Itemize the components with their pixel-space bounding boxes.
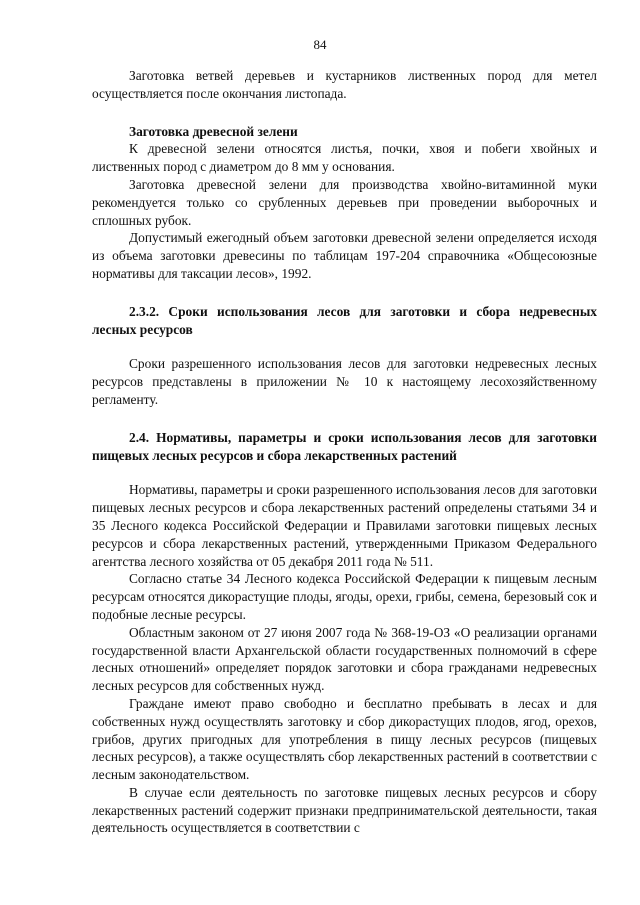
section-2-4-paragraph: В случае если деятельность по заготовке пищевых лесных ресурсов и сбору лекарственных растений содержит признаки предпринимательской деятельности, такая деятельность осуществляется в соответствии с <box>92 784 597 836</box>
section-2-4-paragraph: Нормативы, параметры и сроки разрешенного использования лесов для заготовки пищевых лесных ресурсов и сбора лекарственных растений определены статьями 34 и 35 Лесного кодекса Российской Федерации и Правилами заготовки пищевых лесных ресурсов и сбора лекарственных растений, утвержденными Приказом Федерального агентства лесного хозяйства от 05 декабря 2011 года № 511. <box>92 482 597 569</box>
spacer <box>92 103 597 123</box>
page-content <box>92 67 597 837</box>
green-wood-paragraph: К древесной зелени относятся листья, почки, хвоя и побеги хвойных и лиственных пород с диаметром до 8 мм у основания. <box>92 141 597 175</box>
green-wood-paragraph: Допустимый ежегодный объем заготовки древесной зелени определяется исходя из объема заготовки древесины по таблицам 197-204 справочника «Общесоюзные нормативы для таксации лесов», 1992. <box>92 230 597 281</box>
section-2-3-2-heading: 2.3.2. Сроки использования лесов для заготовки и сбора недревесных лесных ресурсов <box>92 303 597 337</box>
green-wood-paragraph: Заготовка древесной зелени для производства хвойно-витаминной муки рекомендуется только со срубленных деревьев при проведении выборочных и сплошных рубок. <box>92 176 597 228</box>
section-2-4-paragraph: Областным законом от 27 июня 2007 года № 368-19-ОЗ «О реализации органами государственной власти Архангельской области государственных полномочий в сфере лесных отношений» определяет порядок заготовки и сбора гражданами недревесных лесных ресурсов для собственных нужд. <box>92 624 597 694</box>
intro-paragraph: Заготовка ветвей деревьев и кустарников лиственных пород для метел осуществляется после окончания листопада. <box>92 68 597 101</box>
spacer <box>92 283 597 303</box>
spacer <box>92 464 597 481</box>
spacer <box>92 338 597 355</box>
section-2-3-2-paragraph: Сроки разрешенного использования лесов для заготовки недревесных лесных ресурсов представлены в приложении № 10 к настоящему лесохозяйственному регламенту. <box>92 356 597 407</box>
section-2-4-paragraph: Согласно статье 34 Лесного кодекса Российской Федерации к пищевым лесным ресурсам относятся дикорастущие плоды, ягоды, орехи, грибы, семена, березовый сок и подобные лесные ресурсы. <box>92 571 597 622</box>
spacer <box>92 409 597 429</box>
section-2-4-heading: 2.4. Нормативы, параметры и сроки использования лесов для заготовки пищевых лесных ресурсов и сбора лекарственных растений <box>92 429 597 463</box>
green-wood-heading: Заготовка древесной зелени <box>129 123 298 139</box>
section-2-4-paragraph: Граждане имеют право свободно и бесплатно пребывать в лесах и для собственных нужд осуществлять заготовку и сбор дикорастущих плодов, ягод, орехов, грибов, других пригодных для употребления в пищу лесных ресурсов (пищевых лесных ресурсов), а также осуществлять сбор лекарственных растений в соответствии с лесным законодательством. <box>92 695 597 783</box>
page-number: 84 <box>313 37 327 52</box>
